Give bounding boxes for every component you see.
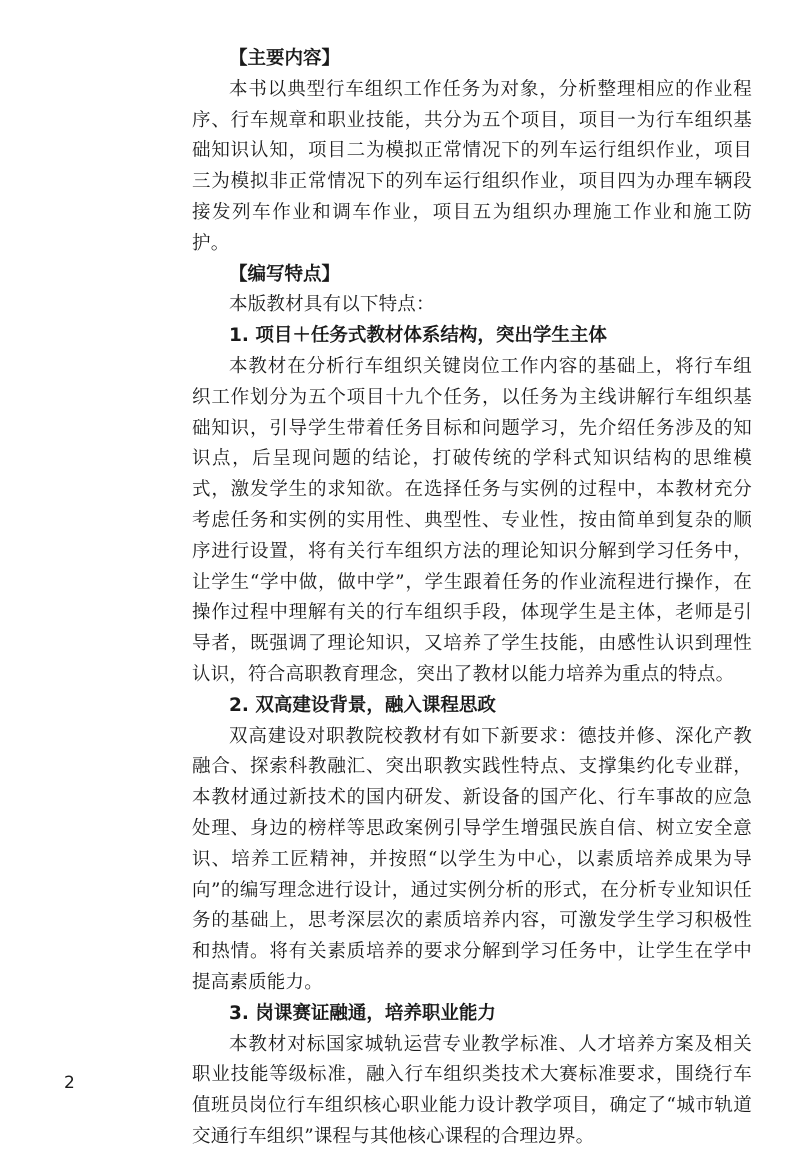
main-content-label: 【主要内容】 [229,48,341,69]
page-number: 2 [64,1073,75,1093]
main-content-paragraph: 本书以典型行车组织工作任务为对象，分析整理相应的作业程序、行车规章和职业技能，共分为五个项目，项目一为行车组织基础知识认知，项目二为模拟正常情况下的列车运行组织作业，项目三为模拟非正常情况下的列车运行组织作业，项目四为办理车辆段接发列车作业和调车作业，项目五为组织办理施工作业和施工防护。 [192,78,752,254]
features-label: 【编写特点】 [229,263,341,285]
features-intro: 本版教材具有以下特点： [229,294,435,316]
feature-heading-1: 1. 项目＋任务式教材体系结构，突出学生主体 [229,325,607,347]
document-body [192,44,752,1153]
feature-paragraph-3: 本教材对标国家城轨运营专业教学标准、人才培养方案及相关职业技能等级标准，融入行车组织类技术大赛标准要求，围绕行车值班员岗位行车组织核心职业能力设计教学项目，确定了“城市轨道交通行车组织”课程与其他核心课程的合理边界。 [192,1033,752,1147]
feature-paragraph-2: 双高建设对职教院校教材有如下新要求：德技并修、深化产教融合、探索科教融汇、突出职教实践性特点、支撑集约化专业群，本教材通过新技术的国内研发、新设备的国产化、行车事故的应急处理、身边的榜样等思政案例引导学生增强民族自信、树立安全意识、培养工匠精神，并按照“以学生为中心，以素质培养成果为导向”的编写理念进行设计，通过实例分析的形式，在分析专业知识任务的基础上，思考深层次的素质培养内容，可激发学生学习积极性和热情。将有关素质培养的要求分解到学习任务中，让学生在学中提高素质能力。 [192,725,752,993]
feature-heading-3: 3. 岗课赛证融通，培养职业能力 [229,1002,496,1024]
feature-heading-2: 2. 双高建设背景，融入课程思政 [229,694,496,716]
feature-paragraph-1: 本教材在分析行车组织关键岗位工作内容的基础上，将行车组织工作划分为五个项目十九个任务，以任务为主线讲解行车组织基础知识，引导学生带着任务目标和问题学习，先介绍任务涉及的知识点，后呈现问题的结论，打破传统的学科式知识结构的思维模式，激发学生的求知欲。在选择任务与实例的过程中，本教材充分考虑任务和实例的实用性、典型性、专业性，按由简单到复杂的顺序进行设置，将有关行车组织方法的理论知识分解到学习任务中，让学生“学中做，做中学”，学生跟着任务的作业流程进行操作，在操作过程中理解有关的行车组织手段，体现学生是主体，老师是引导者，既强调了理论知识，又培养了学生技能，由感性认识到理性认识，符合高职教育理念，突出了教材以能力培养为重点的特点。 [192,355,752,685]
